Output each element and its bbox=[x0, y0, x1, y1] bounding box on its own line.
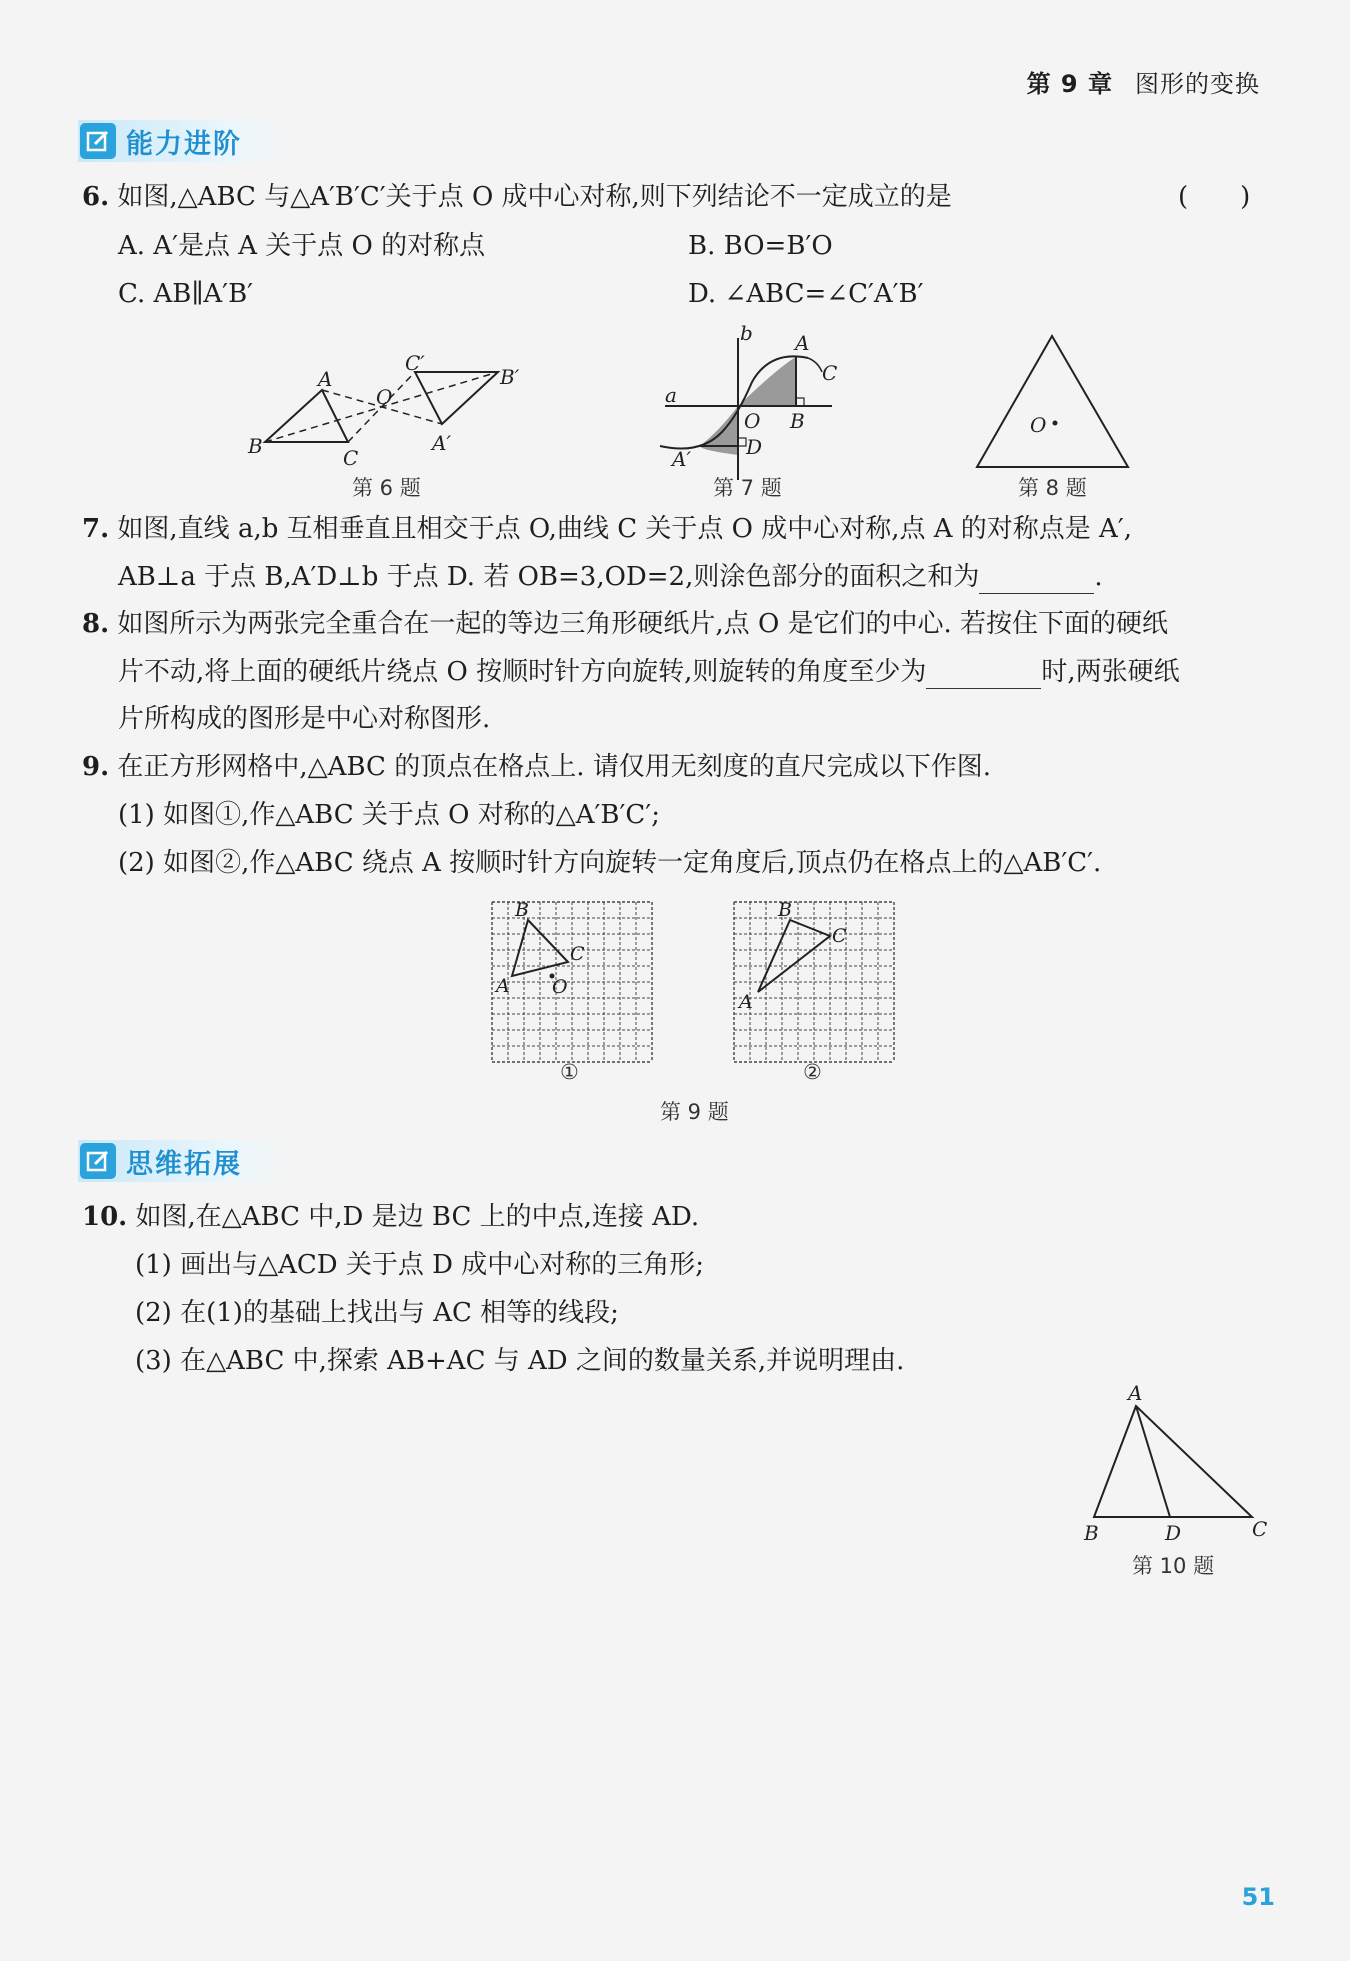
label-a: A bbox=[795, 331, 810, 355]
question-text-line2-end: 时,两张硬纸 bbox=[1041, 657, 1180, 687]
question-9 bbox=[82, 750, 991, 784]
figure-6 bbox=[247, 351, 520, 470]
label-b-axis: b bbox=[740, 321, 753, 345]
label-a-2: A bbox=[739, 991, 753, 1013]
figure-9 bbox=[480, 890, 900, 1090]
grid-1 bbox=[492, 902, 652, 1062]
caption-9: 第 9 题 bbox=[660, 1100, 729, 1124]
question-text-line1: 如图所示为两张完全重合在一起的等边三角形硬纸片,点 O 是它们的中心. 若按住下面的硬纸 bbox=[117, 609, 1169, 639]
pencil-icon bbox=[80, 1143, 116, 1179]
caption-10: 第 10 题 bbox=[1132, 1554, 1215, 1578]
section-title: 能力进阶 bbox=[126, 128, 242, 160]
option-c: C. AB∥A′B′ bbox=[118, 279, 254, 309]
option-d: D. ∠ABC=∠C′A′B′ bbox=[688, 279, 924, 309]
caption-9-sub1: ① bbox=[560, 1060, 579, 1084]
question-number: 7. bbox=[82, 514, 110, 544]
figure-10 bbox=[1070, 1380, 1270, 1560]
label-c: C bbox=[1252, 1517, 1268, 1541]
label-c: C bbox=[343, 446, 359, 470]
question-10-sub1: (1) 画出与△ACD 关于点 D 成中心对称的三角形; bbox=[135, 1250, 705, 1280]
section-badge-thinking bbox=[78, 1140, 288, 1182]
question-7 bbox=[82, 512, 1132, 546]
question-number: 6. bbox=[82, 182, 110, 212]
option-b: B. BO=B′O bbox=[688, 231, 833, 261]
section-badge-ability bbox=[78, 120, 288, 162]
label-a-prime: A′ bbox=[432, 431, 451, 455]
question-10-sub2: (2) 在(1)的基础上找出与 AC 相等的线段; bbox=[135, 1298, 619, 1328]
label-o: O bbox=[376, 385, 393, 409]
question-number: 10. bbox=[82, 1202, 128, 1232]
label-o: O bbox=[744, 409, 761, 433]
label-a-1: A bbox=[496, 975, 510, 997]
question-10 bbox=[82, 1200, 699, 1234]
figure-7 bbox=[660, 321, 837, 480]
label-c: C bbox=[822, 361, 838, 385]
question-8 bbox=[82, 607, 1168, 641]
period: . bbox=[1094, 562, 1103, 592]
option-a: A. A′是点 A 关于点 O 的对称点 bbox=[118, 231, 486, 261]
question-number: 9. bbox=[82, 752, 110, 782]
label-b-prime: B′ bbox=[500, 365, 520, 389]
label-c-1: C bbox=[570, 943, 585, 965]
question-text-line1: 如图,直线 a,b 互相垂直且相交于点 O,曲线 C 关于点 O 成中心对称,点 A 的对称点是 A′, bbox=[117, 514, 1132, 544]
question-text: 如图,在△ABC 中,D 是边 BC 上的中点,连接 AD. bbox=[135, 1202, 700, 1232]
grid-2 bbox=[734, 902, 894, 1062]
label-d: D bbox=[1165, 1521, 1182, 1545]
label-a-axis: a bbox=[665, 383, 677, 407]
label-b: B bbox=[790, 409, 805, 433]
label-a: A bbox=[1128, 1381, 1143, 1405]
question-10-sub3: (3) 在△ABC 中,探索 AB+AC 与 AD 之间的数量关系,并说明理由. bbox=[135, 1346, 905, 1376]
page-number: 51 bbox=[1241, 1883, 1275, 1911]
label-c-prime: C′ bbox=[405, 351, 425, 375]
label-o: O bbox=[1030, 413, 1047, 437]
answer-blank[interactable] bbox=[926, 662, 1041, 689]
section-title: 思维拓展 bbox=[126, 1148, 242, 1180]
question-9-sub1: (1) 如图①,作△ABC 关于点 O 对称的△A′B′C′; bbox=[118, 800, 660, 830]
caption-7: 第 7 题 bbox=[713, 476, 782, 500]
question-6 bbox=[82, 180, 952, 214]
question-text-line2: AB⊥a 于点 B,A′D⊥b 于点 D. 若 OB=3,OD=2,则涂色部分的面积之和为 bbox=[118, 562, 980, 592]
figure-8 bbox=[977, 336, 1128, 467]
label-d: D bbox=[746, 435, 763, 459]
label-b-2: B bbox=[778, 899, 792, 921]
question-8-line2 bbox=[118, 655, 1180, 689]
chapter-number: 第 9 章 bbox=[1026, 70, 1113, 98]
pencil-icon bbox=[80, 123, 116, 159]
question-text: 如图,△ABC 与△A′B′C′关于点 O 成中心对称,则下列结论不一定成立的是 bbox=[117, 182, 952, 212]
chapter-title: 图形的变换 bbox=[1135, 70, 1260, 98]
label-o-1: O bbox=[552, 976, 568, 998]
caption-8: 第 8 题 bbox=[1018, 476, 1087, 500]
label-a: A bbox=[318, 367, 333, 391]
question-7-line2 bbox=[118, 560, 1103, 594]
question-8-line3: 片所构成的图形是中心对称图形. bbox=[118, 704, 491, 734]
caption-9-sub2: ② bbox=[803, 1060, 822, 1084]
label-c-2: C bbox=[832, 925, 847, 947]
chapter-header bbox=[1027, 64, 1260, 99]
answer-bracket: ( ) bbox=[1178, 182, 1251, 212]
answer-blank[interactable] bbox=[979, 567, 1094, 594]
question-9-sub2: (2) 如图②,作△ABC 绕点 A 按顺时针方向旋转一定角度后,顶点仍在格点上的△AB′C′. bbox=[118, 848, 1102, 878]
question-text-line2: 片不动,将上面的硬纸片绕点 O 按顺时针方向旋转,则旋转的角度至少为 bbox=[118, 657, 927, 687]
figures-row-6-8 bbox=[0, 320, 1350, 500]
label-b-1: B bbox=[515, 899, 529, 921]
label-b: B bbox=[248, 434, 263, 458]
question-text: 在正方形网格中,△ABC 的顶点在格点上. 请仅用无刻度的直尺完成以下作图. bbox=[117, 752, 991, 782]
label-b: B bbox=[1084, 1521, 1099, 1545]
label-a-prime: A′ bbox=[672, 447, 691, 471]
caption-6: 第 6 题 bbox=[352, 476, 421, 500]
question-number: 8. bbox=[82, 609, 110, 639]
